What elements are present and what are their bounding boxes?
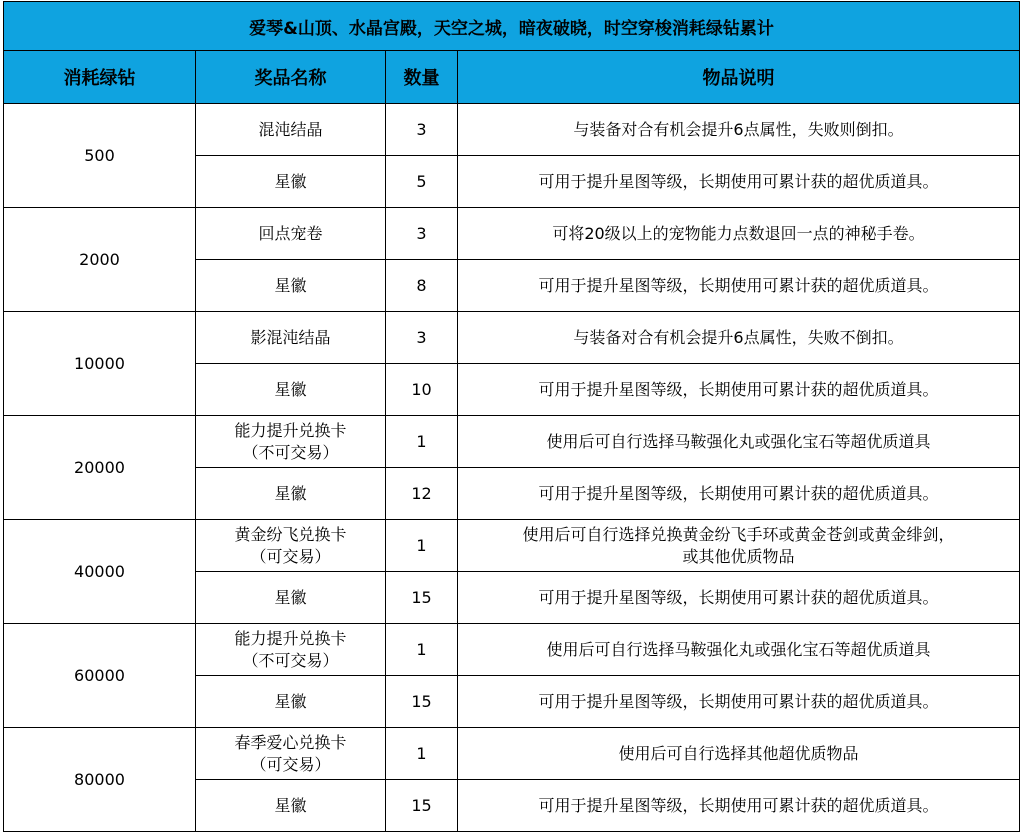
quantity-cell: 1 [386, 728, 458, 780]
quantity-cell: 15 [386, 572, 458, 624]
table-row [4, 416, 1020, 468]
item-name-line: （不可交易） [242, 650, 339, 670]
description-cell [458, 260, 1020, 312]
quantity-cell: 15 [386, 676, 458, 728]
description-cell [458, 520, 1020, 572]
item-name-cell [196, 312, 386, 364]
description-cell [458, 780, 1020, 832]
description-line: 使用后可自行选择马鞍强化丸或强化宝石等超优质道具 [546, 431, 931, 451]
item-name-line: 星徽 [274, 171, 307, 191]
cost-cell: 40000 [4, 520, 196, 624]
item-name-cell [196, 624, 386, 676]
table-row [4, 208, 1020, 260]
description-line: 使用后可自行选择马鞍强化丸或强化宝石等超优质道具 [546, 639, 931, 659]
item-name-line: （可交易） [250, 754, 331, 774]
description-line: 或其他优质物品 [682, 546, 795, 566]
header-item: 奖品名称 [196, 51, 386, 104]
quantity-cell: 1 [386, 624, 458, 676]
item-name-line: 混沌结晶 [258, 119, 323, 139]
item-name-line: 星徽 [274, 795, 307, 815]
item-name-cell [196, 104, 386, 156]
cost-cell: 10000 [4, 312, 196, 416]
description-line: 可用于提升星图等级，长期使用可累计获的超优质道具。 [538, 379, 939, 399]
header-qty: 数量 [386, 51, 458, 104]
quantity-cell: 3 [386, 312, 458, 364]
description-cell [458, 156, 1020, 208]
quantity-cell: 3 [386, 104, 458, 156]
description-line: 可用于提升星图等级，长期使用可累计获的超优质道具。 [538, 483, 939, 503]
description-cell [458, 104, 1020, 156]
description-cell [458, 572, 1020, 624]
table-row [4, 520, 1020, 572]
description-line: 使用后可自行选择兑换黄金纷飞手环或黄金苍剑或黄金绯剑， [522, 524, 955, 544]
reward-table [3, 1, 1020, 832]
item-name-line: （不可交易） [242, 442, 339, 462]
title-row [4, 2, 1020, 51]
description-line: 可用于提升星图等级，长期使用可累计获的超优质道具。 [538, 275, 939, 295]
description-cell [458, 676, 1020, 728]
item-name-line: 星徽 [274, 587, 307, 607]
description-line: 可用于提升星图等级，长期使用可累计获的超优质道具。 [538, 691, 939, 711]
item-name-line: 回点宠卷 [258, 223, 323, 243]
description-line: 与装备对合有机会提升6点属性，失败不倒扣。 [573, 327, 904, 347]
item-name-line: 星徽 [274, 379, 307, 399]
description-line: 可用于提升星图等级，长期使用可累计获的超优质道具。 [538, 795, 939, 815]
item-name-cell [196, 520, 386, 572]
item-name-line: 影混沌结晶 [250, 327, 331, 347]
cost-cell: 20000 [4, 416, 196, 520]
item-name-line: 黄金纷飞兑换卡 [234, 524, 347, 544]
description-line: 可用于提升星图等级，长期使用可累计获的超优质道具。 [538, 171, 939, 191]
quantity-cell: 1 [386, 520, 458, 572]
description-line: 可将20级以上的宠物能力点数退回一点的神秘手卷。 [552, 223, 925, 243]
item-name-cell [196, 676, 386, 728]
item-name-cell [196, 468, 386, 520]
item-name-line: 星徽 [274, 691, 307, 711]
item-name-cell [196, 364, 386, 416]
item-name-cell [196, 156, 386, 208]
description-cell [458, 364, 1020, 416]
description-cell [458, 468, 1020, 520]
description-cell [458, 728, 1020, 780]
quantity-cell: 3 [386, 208, 458, 260]
item-name-line: 春季爱心兑换卡 [234, 732, 347, 752]
item-name-cell [196, 572, 386, 624]
table-row [4, 624, 1020, 676]
item-name-cell [196, 728, 386, 780]
header-row [4, 51, 1020, 104]
description-cell [458, 208, 1020, 260]
quantity-cell: 1 [386, 416, 458, 468]
cost-cell: 60000 [4, 624, 196, 728]
quantity-cell: 15 [386, 780, 458, 832]
item-name-cell [196, 416, 386, 468]
quantity-cell: 8 [386, 260, 458, 312]
description-line: 使用后可自行选择其他超优质物品 [618, 743, 859, 763]
table-body [4, 104, 1020, 832]
item-name-line: （可交易） [250, 546, 331, 566]
quantity-cell: 10 [386, 364, 458, 416]
description-line: 与装备对合有机会提升6点属性，失败则倒扣。 [573, 119, 904, 139]
item-name-cell [196, 780, 386, 832]
item-name-cell [196, 208, 386, 260]
table-title: 爱琴&山顶、水晶宫殿，天空之城，暗夜破晓，时空穿梭消耗绿钻累计 [4, 2, 1020, 51]
item-name-line: 能力提升兑换卡 [234, 420, 347, 440]
cost-cell: 80000 [4, 728, 196, 832]
item-name-line: 能力提升兑换卡 [234, 628, 347, 648]
table-row [4, 728, 1020, 780]
header-desc: 物品说明 [458, 51, 1020, 104]
item-name-cell [196, 260, 386, 312]
description-line: 可用于提升星图等级，长期使用可累计获的超优质道具。 [538, 587, 939, 607]
cost-cell: 500 [4, 104, 196, 208]
cost-cell: 2000 [4, 208, 196, 312]
item-name-line: 星徽 [274, 483, 307, 503]
table-row [4, 312, 1020, 364]
header-cost: 消耗绿钻 [4, 51, 196, 104]
description-cell [458, 312, 1020, 364]
description-cell [458, 624, 1020, 676]
quantity-cell: 5 [386, 156, 458, 208]
quantity-cell: 12 [386, 468, 458, 520]
description-cell [458, 416, 1020, 468]
item-name-line: 星徽 [274, 275, 307, 295]
table-row [4, 104, 1020, 156]
